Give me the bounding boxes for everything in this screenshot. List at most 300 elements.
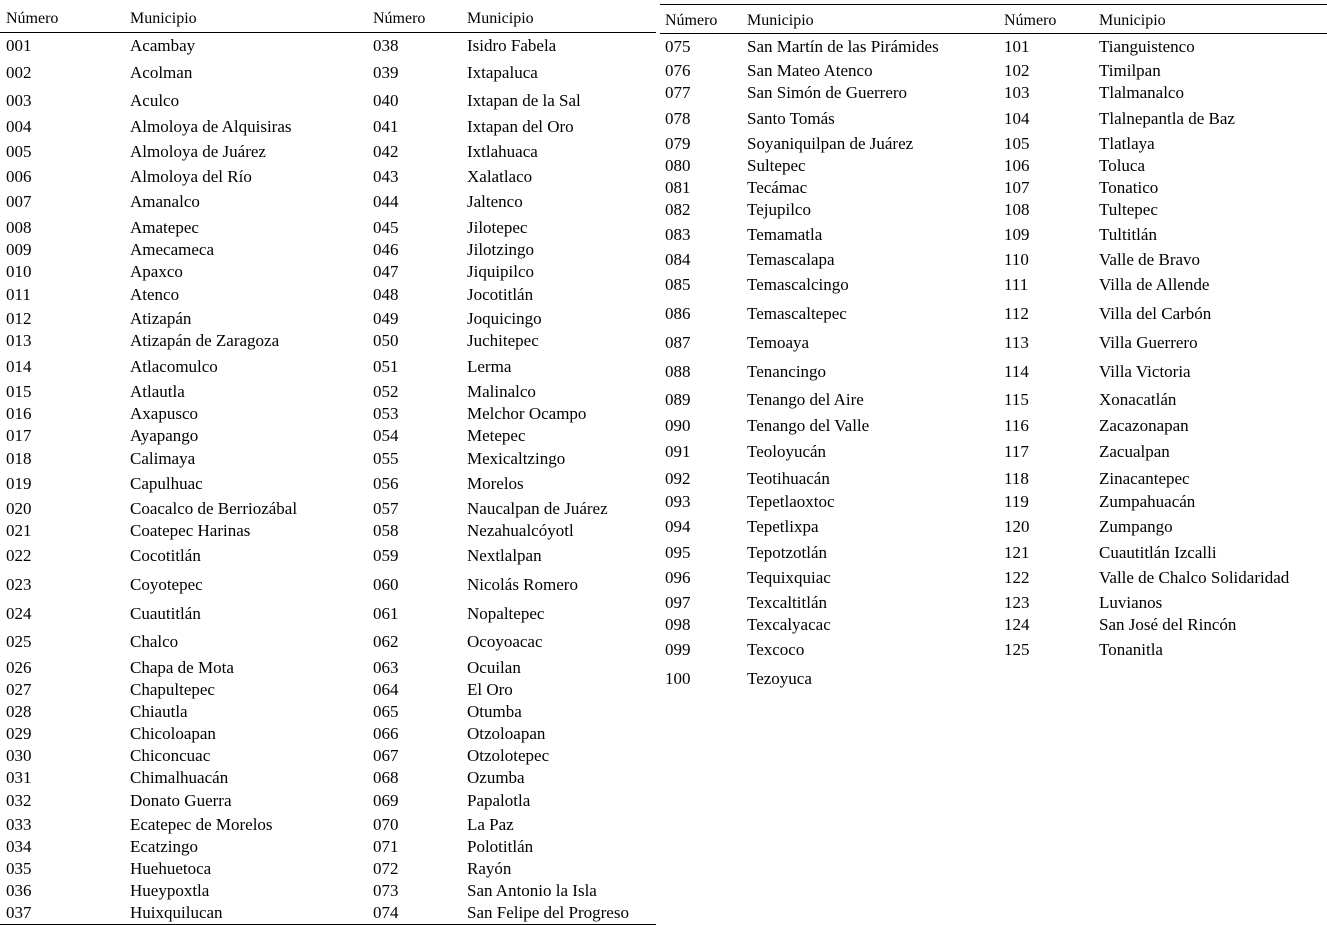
numero-cell: 024	[6, 604, 32, 623]
numero-cell: 006	[6, 167, 32, 186]
numero-cell: 076	[665, 61, 691, 80]
numero-cell: 094	[665, 517, 691, 536]
municipio-cell: Apaxco	[130, 262, 183, 281]
numero-cell: 111	[1004, 275, 1029, 294]
numero-cell: 045	[373, 218, 399, 237]
numero-cell: 087	[665, 333, 691, 352]
table-row	[0, 631, 656, 653]
municipio-cell: Axapusco	[130, 404, 198, 423]
municipio-cell: El Oro	[467, 680, 513, 699]
municipio-cell: Huehuetoca	[130, 859, 212, 878]
numero-cell: 102	[1004, 61, 1030, 80]
numero-cell: 071	[373, 837, 399, 856]
numero-cell: 042	[373, 142, 399, 161]
table-row	[0, 166, 656, 188]
numero-cell: 106	[1004, 156, 1030, 175]
municipio-cell: Tlalnepantla de Baz	[1099, 109, 1235, 128]
table-row	[0, 425, 656, 447]
municipio-cell: Tenancingo	[747, 362, 827, 381]
municipio-cell: Zumpahuacán	[1099, 492, 1196, 511]
header-numero: Número	[1004, 12, 1057, 29]
municipio-cell: Donato Guerra	[130, 791, 232, 810]
numero-cell: 037	[6, 903, 32, 922]
municipio-cell: Mexicaltzingo	[467, 449, 566, 468]
numero-cell: 097	[665, 593, 691, 612]
numero-cell: 091	[665, 442, 691, 461]
numero-cell: 078	[665, 109, 691, 128]
numero-cell: 023	[6, 575, 32, 594]
table-row	[0, 284, 656, 306]
municipio-cell: Zumpango	[1099, 517, 1173, 536]
table-row	[660, 614, 1327, 636]
municipio-cell: Temascalapa	[747, 250, 835, 269]
numero-cell: 044	[373, 192, 399, 211]
municipio-cell: Villa del Carbón	[1099, 304, 1212, 323]
municipio-cell: Naucalpan de Juárez	[467, 499, 608, 518]
numero-cell: 105	[1004, 134, 1030, 153]
municipio-cell: Nezahualcóyotl	[467, 521, 574, 540]
table-row	[0, 308, 656, 330]
municipio-cell: Villa de Allende	[1099, 275, 1210, 294]
numero-cell: 028	[6, 702, 32, 721]
numero-cell: 122	[1004, 568, 1030, 587]
numero-cell: 109	[1004, 225, 1030, 244]
numero-cell: 118	[1004, 469, 1029, 488]
municipio-cell: Otzolotepec	[467, 746, 550, 765]
numero-cell: 065	[373, 702, 399, 721]
municipio-cell: Ozumba	[467, 768, 525, 787]
header-rule	[0, 32, 656, 33]
numero-cell: 020	[6, 499, 32, 518]
numero-cell: 080	[665, 156, 691, 175]
municipio-cell: Calimaya	[130, 449, 196, 468]
table-row	[660, 155, 1327, 177]
municipio-cell: Temamatla	[747, 225, 823, 244]
numero-cell: 007	[6, 192, 32, 211]
table-row	[0, 448, 656, 470]
municipio-cell: Texcoco	[747, 640, 805, 659]
numero-cell: 015	[6, 382, 32, 401]
numero-cell: 034	[6, 837, 32, 856]
table-row	[660, 415, 1327, 437]
table-row	[0, 217, 656, 239]
table-row	[0, 679, 656, 701]
header-municipio: Municipio	[130, 10, 197, 27]
numero-cell: 098	[665, 615, 691, 634]
numero-cell: 103	[1004, 83, 1030, 102]
numero-cell: 030	[6, 746, 32, 765]
municipio-cell: Joquicingo	[467, 309, 542, 328]
municipio-cell: Jocotitlán	[467, 285, 534, 304]
municipio-cell: Toluca	[1099, 156, 1146, 175]
numero-cell: 060	[373, 575, 399, 594]
table-row	[660, 36, 1327, 58]
municipio-cell: Nextlalpan	[467, 546, 542, 565]
numero-cell: 054	[373, 426, 399, 445]
municipio-cell: Amatepec	[130, 218, 199, 237]
table-row	[0, 403, 656, 425]
numero-cell: 003	[6, 91, 32, 110]
table-row	[0, 191, 656, 213]
municipio-cell: Tezoyuca	[747, 669, 812, 688]
municipio-cell: Teoloyucán	[747, 442, 827, 461]
table-row	[660, 468, 1327, 490]
numero-cell: 017	[6, 426, 32, 445]
numero-cell: 055	[373, 449, 399, 468]
header-rule	[660, 33, 1327, 34]
numero-cell: 038	[373, 36, 399, 55]
municipio-cell: Rayón	[467, 859, 512, 878]
numero-cell: 016	[6, 404, 32, 423]
header-municipio: Municipio	[467, 10, 534, 27]
municipio-cell: Chapultepec	[130, 680, 215, 699]
municipio-cell: Jilotepec	[467, 218, 528, 237]
table-row	[0, 657, 656, 679]
numero-cell: 012	[6, 309, 32, 328]
municipio-cell: Zinacantepec	[1099, 469, 1190, 488]
table-row	[0, 498, 656, 520]
table-row	[0, 90, 656, 112]
numero-cell: 027	[6, 680, 32, 699]
municipio-cell: Sultepec	[747, 156, 806, 175]
table-row	[660, 177, 1327, 199]
numero-cell: 040	[373, 91, 399, 110]
municipio-cell: Ayapango	[130, 426, 199, 445]
numero-cell: 036	[6, 881, 32, 900]
table-row	[0, 116, 656, 138]
table-row	[0, 545, 656, 567]
table-row	[0, 520, 656, 542]
municipio-cell: Texcalyacac	[747, 615, 831, 634]
table-row	[0, 330, 656, 352]
numero-cell: 050	[373, 331, 399, 350]
municipio-cell: Soyaniquilpan de Juárez	[747, 134, 914, 153]
numero-cell: 079	[665, 134, 691, 153]
numero-cell: 043	[373, 167, 399, 186]
table-row	[0, 603, 656, 625]
municipio-cell: Capulhuac	[130, 474, 203, 493]
numero-cell: 067	[373, 746, 399, 765]
municipio-cell: Ecatzingo	[130, 837, 198, 856]
numero-cell: 104	[1004, 109, 1030, 128]
municipio-cell: Tejupilco	[747, 200, 811, 219]
municipio-cell: Ocuilan	[467, 658, 521, 677]
table-row	[660, 389, 1327, 411]
municipio-cell: Lerma	[467, 357, 512, 376]
header-municipio: Municipio	[747, 12, 814, 29]
numero-cell: 057	[373, 499, 399, 518]
numero-cell: 005	[6, 142, 32, 161]
table-row	[660, 491, 1327, 513]
table-row	[0, 790, 656, 812]
numero-cell: 019	[6, 474, 32, 493]
table-row	[660, 668, 1327, 690]
numero-cell: 090	[665, 416, 691, 435]
table-row	[660, 592, 1327, 614]
municipio-cell: Acolman	[130, 63, 193, 82]
table-row	[660, 332, 1327, 354]
table-header	[660, 6, 1327, 34]
municipio-cell: Amecameca	[130, 240, 214, 259]
municipio-cell: Valle de Chalco Solidaridad	[1099, 568, 1290, 587]
numero-cell: 058	[373, 521, 399, 540]
numero-cell: 068	[373, 768, 399, 787]
numero-cell: 033	[6, 815, 32, 834]
table-header	[0, 4, 656, 32]
municipio-cell: Melchor Ocampo	[467, 404, 587, 423]
municipio-cell: Tonanitla	[1099, 640, 1163, 659]
municipio-cell: Chicoloapan	[130, 724, 216, 743]
numero-cell: 059	[373, 546, 399, 565]
municipio-cell: Chimalhuacán	[130, 768, 229, 787]
municipio-cell: Polotitlán	[467, 837, 534, 856]
table-row	[0, 35, 656, 57]
municipio-cell: Tianguistenco	[1099, 37, 1195, 56]
municipio-cell: Tultitlán	[1099, 225, 1157, 244]
municipio-cell: San Mateo Atenco	[747, 61, 873, 80]
municipio-cell: Tlatlaya	[1099, 134, 1155, 153]
municipio-cell: Coatepec Harinas	[130, 521, 251, 540]
municipio-cell: Metepec	[467, 426, 526, 445]
table-row	[660, 516, 1327, 538]
municipio-cell: Atizapán de Zaragoza	[130, 331, 280, 350]
table-row	[0, 723, 656, 745]
numero-cell: 081	[665, 178, 691, 197]
numero-cell: 096	[665, 568, 691, 587]
table-row	[0, 880, 656, 902]
numero-cell: 074	[373, 903, 399, 922]
municipio-cell: Tlalmanalco	[1099, 83, 1184, 102]
municipio-cell: Tepetlaoxtoc	[747, 492, 835, 511]
numero-cell: 069	[373, 791, 399, 810]
numero-cell: 119	[1004, 492, 1029, 511]
numero-cell: 035	[6, 859, 32, 878]
table-row	[660, 133, 1327, 155]
municipio-cell: Atlacomulco	[130, 357, 218, 376]
municipio-cell: Villa Guerrero	[1099, 333, 1198, 352]
municipio-cell: Tequixquiac	[747, 568, 831, 587]
numero-cell: 004	[6, 117, 32, 136]
table-row	[660, 60, 1327, 82]
table-row	[660, 542, 1327, 564]
numero-cell: 113	[1004, 333, 1029, 352]
numero-cell: 107	[1004, 178, 1030, 197]
numero-cell: 084	[665, 250, 691, 269]
numero-cell: 093	[665, 492, 691, 511]
municipio-cell: Nopaltepec	[467, 604, 545, 623]
municipio-cell: Juchitepec	[467, 331, 539, 350]
municipio-cell: Texcaltitlán	[747, 593, 827, 612]
municipio-cell: Otzoloapan	[467, 724, 546, 743]
municipio-cell: Chapa de Mota	[130, 658, 234, 677]
municipio-cell: Ixtlahuaca	[467, 142, 538, 161]
numero-cell: 121	[1004, 543, 1030, 562]
numero-cell: 002	[6, 63, 32, 82]
municipio-cell: Temascaltepec	[747, 304, 847, 323]
municipio-cell: Zacualpan	[1099, 442, 1170, 461]
table-row	[660, 108, 1327, 130]
table-row	[0, 814, 656, 836]
numero-cell: 062	[373, 632, 399, 651]
numero-cell: 039	[373, 63, 399, 82]
numero-cell: 021	[6, 521, 32, 540]
municipio-cell: Villa Victoria	[1099, 362, 1191, 381]
header-numero: Número	[6, 10, 59, 27]
numero-cell: 100	[665, 669, 691, 688]
municipio-cell: Chalco	[130, 632, 179, 651]
municipio-cell: Tultepec	[1099, 200, 1158, 219]
table-row	[0, 701, 656, 723]
numero-cell: 075	[665, 37, 691, 56]
numero-cell: 026	[6, 658, 32, 677]
municipio-cell: San Felipe del Progreso	[467, 903, 629, 922]
table-row	[0, 141, 656, 163]
numero-cell: 061	[373, 604, 399, 623]
numero-cell: 085	[665, 275, 691, 294]
numero-cell: 099	[665, 640, 691, 659]
municipio-cell: Zacazonapan	[1099, 416, 1189, 435]
table-row	[0, 902, 656, 924]
numero-cell: 086	[665, 304, 691, 323]
numero-cell: 070	[373, 815, 399, 834]
municipio-cell: Almoloya de Alquisiras	[130, 117, 292, 136]
municipio-cell: La Paz	[467, 815, 514, 834]
municipio-cell: Coacalco de Berriozábal	[130, 499, 298, 518]
numero-cell: 014	[6, 357, 32, 376]
municipio-cell: Atlautla	[130, 382, 185, 401]
municipio-cell: Tepotzotlán	[747, 543, 828, 562]
numero-cell: 117	[1004, 442, 1029, 461]
municipio-cell: Jaltenco	[467, 192, 523, 211]
header-municipio: Municipio	[1099, 12, 1166, 29]
municipio-cell: Papalotla	[467, 791, 531, 810]
table-row	[0, 381, 656, 403]
municipio-cell: Atizapán	[130, 309, 192, 328]
table-row	[660, 249, 1327, 271]
numero-cell: 053	[373, 404, 399, 423]
numero-cell: 013	[6, 331, 32, 350]
numero-cell: 095	[665, 543, 691, 562]
municipio-cell: San Martín de las Pirámides	[747, 37, 939, 56]
municipio-cell: Isidro Fabela	[467, 36, 557, 55]
municipio-cell: Cuautitlán	[130, 604, 201, 623]
municipio-cell: Tenango del Aire	[747, 390, 864, 409]
numero-cell: 025	[6, 632, 32, 651]
table-row	[0, 473, 656, 495]
numero-cell: 051	[373, 357, 399, 376]
table-row	[660, 639, 1327, 661]
municipio-cell: Chiautla	[130, 702, 188, 721]
municipio-cell: San José del Rincón	[1099, 615, 1237, 634]
numero-cell: 001	[6, 36, 32, 55]
municipio-cell: San Simón de Guerrero	[747, 83, 908, 102]
numero-cell: 047	[373, 262, 399, 281]
municipio-cell: Aculco	[130, 91, 180, 110]
municipio-cell: Temascalcingo	[747, 275, 849, 294]
numero-cell: 056	[373, 474, 399, 493]
numero-cell: 063	[373, 658, 399, 677]
municipio-cell: Tepetlixpa	[747, 517, 819, 536]
municipio-cell: Timilpan	[1099, 61, 1161, 80]
municipio-cell: Chiconcuac	[130, 746, 211, 765]
numero-cell: 092	[665, 469, 691, 488]
municipio-cell: San Antonio la Isla	[467, 881, 597, 900]
municipio-cell: Huixquilucan	[130, 903, 223, 922]
numero-cell: 011	[6, 285, 31, 304]
numero-cell: 018	[6, 449, 32, 468]
municipio-cell: Hueypoxtla	[130, 881, 210, 900]
table-row	[660, 274, 1327, 296]
municipio-cell: Coyotepec	[130, 575, 203, 594]
numero-cell: 077	[665, 83, 691, 102]
municipio-cell: Teotihuacán	[747, 469, 830, 488]
numero-cell: 110	[1004, 250, 1029, 269]
numero-cell: 120	[1004, 517, 1030, 536]
numero-cell: 112	[1004, 304, 1029, 323]
numero-cell: 049	[373, 309, 399, 328]
numero-cell: 048	[373, 285, 399, 304]
table-row	[0, 62, 656, 84]
municipio-cell: Acambay	[130, 36, 196, 55]
table-row	[0, 745, 656, 767]
numero-cell: 029	[6, 724, 32, 743]
numero-cell: 108	[1004, 200, 1030, 219]
numero-cell: 009	[6, 240, 32, 259]
numero-cell: 089	[665, 390, 691, 409]
municipio-cell: Otumba	[467, 702, 522, 721]
numero-cell: 010	[6, 262, 32, 281]
numero-cell: 116	[1004, 416, 1029, 435]
table-row	[0, 574, 656, 596]
header-numero: Número	[373, 10, 426, 27]
table-row	[0, 356, 656, 378]
table-row	[660, 441, 1327, 463]
municipio-cell: Almoloya del Río	[130, 167, 252, 186]
municipio-cell: Malinalco	[467, 382, 536, 401]
numero-cell: 031	[6, 768, 32, 787]
numero-cell: 125	[1004, 640, 1030, 659]
numero-cell: 101	[1004, 37, 1030, 56]
numero-cell: 041	[373, 117, 399, 136]
table-row	[660, 567, 1327, 589]
numero-cell: 088	[665, 362, 691, 381]
municipio-cell: Almoloya de Juárez	[130, 142, 266, 161]
numero-cell: 046	[373, 240, 399, 259]
municipio-cell: Nicolás Romero	[467, 575, 578, 594]
municipio-cell: Ocoyoacac	[467, 632, 543, 651]
municipio-cell: Amanalco	[130, 192, 200, 211]
numero-cell: 114	[1004, 362, 1029, 381]
municipio-cell: Tonatico	[1099, 178, 1159, 197]
municipio-cell: Cuautitlán Izcalli	[1099, 543, 1217, 562]
municipio-cell: Ixtapaluca	[467, 63, 538, 82]
table-row	[660, 224, 1327, 246]
numero-cell: 124	[1004, 615, 1030, 634]
municipio-cell: Ixtapan de la Sal	[467, 91, 581, 110]
top-rule	[660, 4, 1327, 5]
numero-cell: 064	[373, 680, 399, 699]
table-row	[660, 303, 1327, 325]
table-row	[660, 199, 1327, 221]
municipio-cell: Morelos	[467, 474, 524, 493]
municipio-cell: Ecatepec de Morelos	[130, 815, 273, 834]
municipio-cell: Atenco	[130, 285, 180, 304]
numero-cell: 082	[665, 200, 691, 219]
municipio-cell: Ixtapan del Oro	[467, 117, 574, 136]
numero-cell: 073	[373, 881, 399, 900]
table-row	[0, 767, 656, 789]
municipio-cell: Tenango del Valle	[747, 416, 870, 435]
